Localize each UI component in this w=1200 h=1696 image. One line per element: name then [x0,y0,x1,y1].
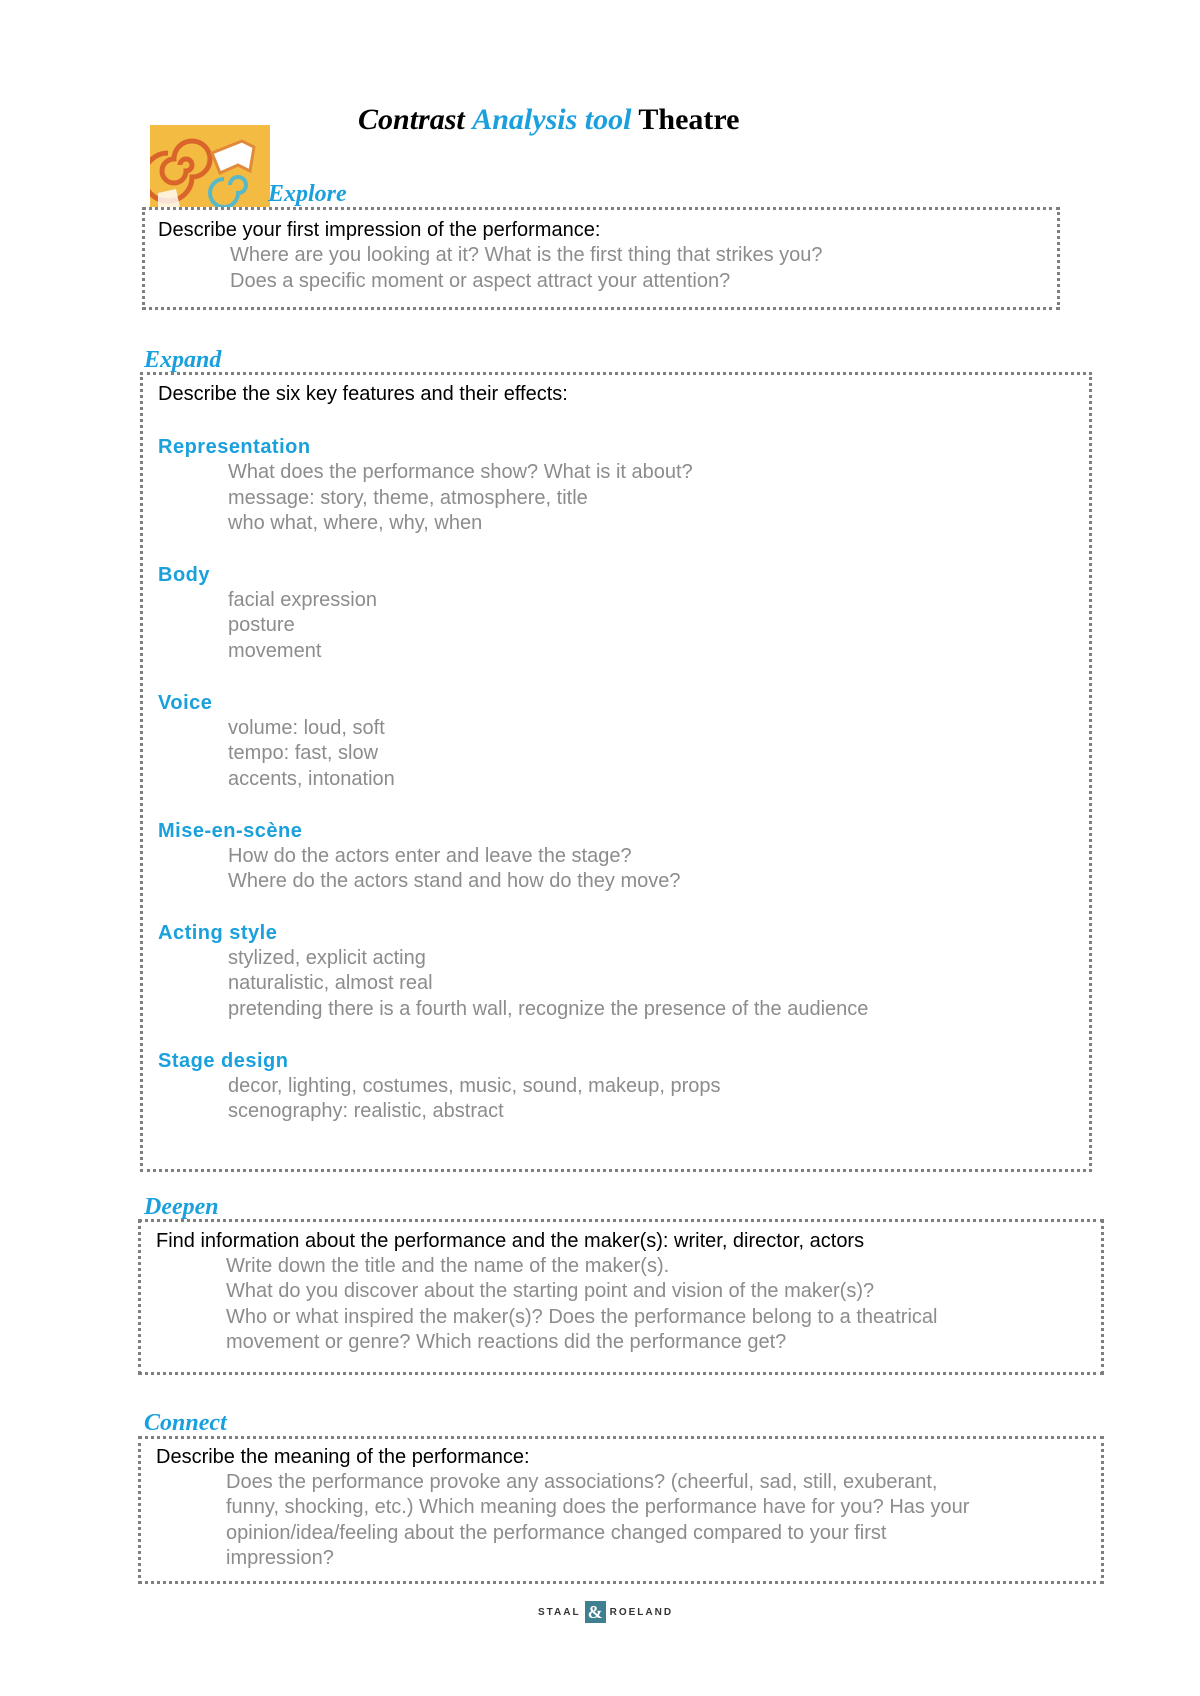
publisher-logo-ampersand: & [585,1601,606,1623]
feature-item: volume: loud, soft [228,717,385,739]
feature-item: What does the performance show? What is it about? [228,461,693,483]
explore-item: Does a specific moment or aspect attract your attention? [230,270,731,292]
deepen-item: Who or what inspired the maker(s)? Does the performance belong to a theatrical [226,1306,938,1328]
feature-item: message: story, theme, atmosphere, title [228,487,588,509]
title-part-contrast: Contrast [358,103,465,136]
feature-item: posture [228,614,295,636]
feature-heading-voice: Voice [158,692,213,714]
feature-heading-acting-style: Acting style [158,922,278,944]
connect-item: funny, shocking, etc.) Which meaning does the performance have for you? Has your [226,1496,970,1518]
expand-heading: Expand [144,347,222,373]
publisher-logo-right: ROELAND [609,1606,674,1618]
deepen-heading: Deepen [144,1194,219,1220]
feature-item: movement [228,640,322,662]
deepen-item: movement or genre? Which reactions did the performance get? [226,1331,787,1353]
feature-item: Where do the actors stand and how do they move? [228,870,681,892]
connect-item: impression? [226,1547,334,1569]
explore-item: Where are you looking at it? What is the first thing that strikes you? [230,244,823,266]
feature-item: scenography: realistic, abstract [228,1100,504,1122]
expand-lead: Describe the six key features and their effects: [158,383,568,405]
page-title [358,102,739,138]
connect-lead: Describe the meaning of the performance: [156,1446,530,1468]
explore-heading: Explore [268,181,347,207]
feature-item: tempo: fast, slow [228,742,379,764]
feature-item: accents, intonation [228,768,395,790]
title-part-theatre: Theatre [638,103,740,136]
feature-item: who what, where, why, when [228,512,483,534]
feature-heading-mise-en-scene: Mise-en-scène [158,820,303,842]
deepen-item: Write down the title and the name of the maker(s). [226,1255,670,1277]
spiral-logo-image [150,125,270,207]
feature-item: stylized, explicit acting [228,947,426,969]
feature-item: How do the actors enter and leave the stage? [228,845,632,867]
connect-heading: Connect [144,1410,227,1436]
publisher-logo-left: STAAL [538,1606,581,1618]
deepen-item: What do you discover about the starting point and vision of the maker(s)? [226,1280,875,1302]
feature-item: pretending there is a fourth wall, recognize the presence of the audience [228,998,869,1020]
feature-item: facial expression [228,589,377,611]
publisher-logo [538,1600,673,1624]
feature-item: naturalistic, almost real [228,972,433,994]
explore-lead: Describe your first impression of the performance: [158,219,601,241]
connect-item: opinion/idea/feeling about the performance changed compared to your first [226,1522,887,1544]
feature-item: decor, lighting, costumes, music, sound, makeup, props [228,1075,721,1097]
connect-item: Does the performance provoke any associations? (cheerful, sad, still, exuberant, [226,1471,938,1493]
title-part-analysis-tool: Analysis tool [472,103,632,136]
deepen-lead: Find information about the performance and the maker(s): writer, director, actors [156,1230,865,1252]
feature-heading-representation: Representation [158,436,311,458]
feature-heading-body: Body [158,564,210,586]
feature-heading-stage-design: Stage design [158,1050,289,1072]
